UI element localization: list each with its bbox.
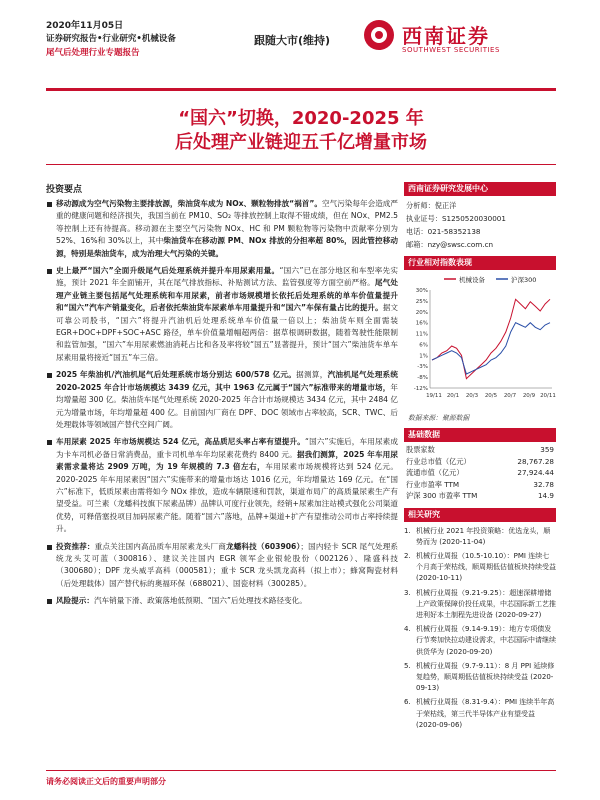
summary-paragraph xyxy=(46,265,398,364)
summary-body xyxy=(46,198,398,613)
team-line: 邮箱：nzy@swsc.com.cn xyxy=(406,240,494,249)
report-category: 证券研究报告•行业研究•机械设备 xyxy=(46,34,176,44)
related-item[interactable] xyxy=(404,697,556,731)
related-bar: 相关研究 xyxy=(404,508,556,522)
related-num: 4. xyxy=(404,625,411,634)
legend-label-b: 沪深300 xyxy=(511,276,537,284)
basic-row xyxy=(404,444,556,456)
related-item[interactable] xyxy=(404,526,556,548)
body-text: 汽车销量下滑、政策落地低预期、“国六”后处理技术路径变化。 xyxy=(93,596,307,606)
body-text: 车用尿素市场规模将达到 524 亿元。2020-2025 年车用尿素因“国六”实施带来的增量市场达 1016 亿元，年均增量达 169 亿元。在“国六”标准下，低质尿素由需将如今 NOx 排放，造成车辆限速和罚款，渠道布局广的高质量尿素生产有望受益。可兰素（龙蟠科技旗下尿素品牌）品牌认可度行业领先，经销+尿素加注站模式强化公司渠道优势，可释借塞投项目加码尿素产能。随着“国六”落地，品牌+渠道+扩产有望推动公司市占率持续提升。 xyxy=(56,462,398,534)
bold-text: 投资推荐： xyxy=(56,541,95,551)
basic-key: 股票家数 xyxy=(406,445,435,454)
bold-text: 移动源成为空气污染物主要排放源，柴油货车成为 NOx、颗粒物排放“祸首”。 xyxy=(56,199,322,208)
team-line: 执业证号：S1250520030001 xyxy=(406,214,506,223)
sidebar xyxy=(404,182,556,734)
x-tick-label: 19/11 xyxy=(426,393,442,399)
related-list xyxy=(404,526,556,731)
legend-label-a: 机械设备 xyxy=(459,276,485,284)
related-num: 2. xyxy=(404,551,411,560)
related-num: 6. xyxy=(404,698,411,707)
y-tick-label: 11% xyxy=(415,331,428,338)
body-text: 空气污染每年会造成严重的健康问题和经济损失，我国当前在 PM10、SO₂ 等排放控制上取得不错成绩，但在 NOx、PM2.5 等控制上还有待提高。移动源在主要空气污染物 NOx、HC 和 PM 颗粒物等污染物中贡献率分别为 52%、16%和 30%以上，其中 xyxy=(56,199,399,246)
y-tick-label: 30% xyxy=(415,288,428,294)
basic-row xyxy=(404,456,556,468)
basic-row xyxy=(404,490,556,502)
related-item[interactable] xyxy=(404,624,556,658)
logo-icon xyxy=(364,20,394,50)
bold-text: 柴油货车在移动源 PM、NOx 排放的分担率超 80%，因此管控移动源，特别是柴油货车，成为治理大气污染的关键。 xyxy=(56,236,398,258)
related-num: 3. xyxy=(404,588,411,597)
bold-text: 风险提示： xyxy=(56,596,94,606)
related-text: 机械行业周报（9.21-9.25）：超速深耕增储上产政策保障价投任成果，中芯国际新工艺推进利好本土制程先进设备 (2020-09-27) xyxy=(416,588,556,619)
basic-table xyxy=(404,444,556,502)
x-tick-label: 20/9 xyxy=(522,393,536,399)
relative-chart xyxy=(404,270,556,410)
brand-logo xyxy=(364,20,554,72)
related-text: 机械行业周报（10.5-10.10）：PMI 连续七个月高于荣枯线，顺周期低估值板块持续受益 (2020-10-11) xyxy=(416,551,556,583)
body-text: ；国内轻卡 SCR 尾气处理系统龙头艾可蓝（300816）、建议关注国内 EGR 领军企业银轮股份（002126）、隆盛科技（300680）；DPF 龙头威孚高科（000581）；重卡 SCR 龙头凯龙高科（拟上市）；蜂窝陶瓷材料（后处理载体）国产替代标的奥福环保（688021）、国瓷材料（300285）。 xyxy=(56,541,399,588)
bold-text: 车用尿素 2025 年市场规模达 524 亿元，高品质尼头率占率有望提升。 xyxy=(56,437,305,447)
logo-en: SOUTHWEST SECURITIES xyxy=(402,46,500,54)
related-text: 机械行业周报（8.31-9.4）：PMI 连续半年高于荣枯线，第三代半导体产业有望受益 (2020-09-06) xyxy=(416,698,555,729)
related-item[interactable] xyxy=(404,588,556,622)
bold-text: 尾气处理产业链主要包括尾气处理系统和车用尿素，前者市场规模增长依托后处理系统的单车价值量提升和“国六”汽车产销量变化，后者依托柴油货车尿素单车用量提升和“国六”车保有量占比的提升。 xyxy=(56,278,398,313)
y-tick-label: 6% xyxy=(419,342,428,349)
basic-value: 14.9 xyxy=(537,491,554,500)
series-line-machinery xyxy=(432,299,550,378)
x-tick-label: 20/5 xyxy=(484,393,498,399)
related-text: 机械行业周报（9.14-9.19）：地方专项债发行节奏加快拉动建设需求，中芯国际中请继续供货华为 (2020-09-20) xyxy=(416,625,556,656)
relative-bar: 行业相对指数表现 xyxy=(404,256,556,270)
basic-value: 28,767.28 xyxy=(517,456,554,466)
summary-paragraph xyxy=(46,369,398,431)
basic-key: 沪深 300 市盈率 TTM xyxy=(406,491,478,500)
summary-label: 投资要点 xyxy=(46,185,83,195)
basic-bar: 基础数据 xyxy=(404,428,556,442)
y-tick-label: 20% xyxy=(415,309,428,316)
basic-key: 行业总市值（亿元） xyxy=(406,456,471,466)
y-tick-label: 1% xyxy=(419,353,428,360)
report-type: 尾气后处理行业专题报告 xyxy=(46,48,140,58)
basic-value: 27,924.44 xyxy=(517,468,554,477)
x-tick-label: 20/1 xyxy=(446,393,460,399)
related-num: 1. xyxy=(404,526,411,535)
header-rule xyxy=(46,88,556,91)
y-tick-label: -12% xyxy=(413,386,428,392)
bold-text: 汽油机尾气处理系统 2020-2025 年合计市场规模达 3439 亿元，其中 1963 亿元属于“国六”标准带来的增量市场， xyxy=(56,370,399,392)
title-rule xyxy=(46,164,556,165)
x-tick-label: 20/11 xyxy=(540,393,556,399)
summary-paragraph xyxy=(46,436,398,535)
basic-value: 32.78 xyxy=(533,479,554,489)
y-tick-label: 16% xyxy=(415,320,428,327)
rating: 跟随大市(维持) xyxy=(254,34,331,47)
x-tick-label: 20/3 xyxy=(465,393,479,399)
team-bar: 西南证券研究发展中心 xyxy=(404,182,556,196)
logo-cn: 西南证券 xyxy=(402,24,490,48)
summary-paragraph xyxy=(46,198,398,260)
bold-text: 史上最严“国六”全面升级尾气后处理系统并提升车用尿素用量。 xyxy=(56,266,280,276)
bold-text: 据我们测算，2025 年车用尿素需求量将达 2909 万吨，为 19 年规模的 7.3 倍左右， xyxy=(56,449,398,472)
bold-text: 2025 年柴油机/汽油机尾气后处理系统市场分别达 600/578 亿元。 xyxy=(56,370,297,380)
body-text: 据文可靠公司股书，“国六”将提升汽油机后处理系统单车价值量一倍以上；柴油货车则全面需装 EGR+DOC+DPF+SOC+ASC 路径，单车价值量增幅超两倍：据草根调研数据，随着驾驶性能限制和监管加强，“国六”车用尿素燃油消耗占比和各及率将较“国五”显著提升，预计“国六”柴油货车单车尿素用量将接近“国五”车三倍。 xyxy=(56,303,398,362)
chart-source: 数据来源：聚源数据 xyxy=(408,414,470,422)
summary-paragraph xyxy=(46,595,398,607)
relative-chart-svg xyxy=(404,270,556,410)
related-num: 5. xyxy=(404,661,411,670)
team-line: 分析师：倪正洋 xyxy=(406,201,457,210)
related-text: 机械行业 2021 年投资策略：优选龙头，顺势而为 (2020-11-04) xyxy=(416,526,551,546)
body-text: 重点关注国内高品质车用尿素龙头厂商 xyxy=(94,541,226,551)
y-tick-label: 25% xyxy=(415,298,428,305)
footer-rule xyxy=(46,770,556,771)
related-item[interactable] xyxy=(404,551,556,585)
body-text: “国六”已在部分地区和车型率先实施，预计 2021 年全面铺开，其在尾气排放指标、补贴测试方法、监管强度等方面空前严格。 xyxy=(56,266,398,288)
basic-row xyxy=(404,467,556,479)
summary-paragraph xyxy=(46,541,398,591)
basic-row xyxy=(404,479,556,491)
title-line-1: “国六”切换，2020-2025 年 xyxy=(178,108,424,129)
team-info xyxy=(404,199,556,251)
basic-value: 359 xyxy=(540,445,554,454)
y-tick-label: -8% xyxy=(417,375,428,382)
related-item[interactable] xyxy=(404,661,556,695)
team-line: 电话：021-58352138 xyxy=(406,227,481,236)
title-line-2: 后处理产业链迎五千亿增量市场 xyxy=(175,132,427,153)
related-text: 机械行业周报（9.7-9.11）：8 月 PPI 延续修复趋势，顺周期低估值板块持续受益 (2020-09-13) xyxy=(416,661,555,693)
x-tick-label: 20/7 xyxy=(503,393,517,399)
basic-key: 流通市值（亿元） xyxy=(406,468,464,477)
bold-text: 龙蟠科技（603906） xyxy=(225,541,301,551)
body-text: 年均增量超 300 亿。柴油货车尾气处理系统 2020-2025 年合计市场规模达 3434 亿元，其中 2484 亿元为增量市场，年均增量超 400 亿。目前国内厂商在 DPF、DOC 领域市占率较高，SCR、TWC、后处理载体等领域国产替代空间广阔。 xyxy=(56,382,398,429)
footer-note: 请务必阅读正文后的重要声明部分 xyxy=(46,777,166,786)
body-text: 据测算， xyxy=(296,370,328,380)
y-tick-label: -3% xyxy=(417,364,428,371)
body-text: “国六”实施后，车用尿素成为卡车司机必备日常消费品，重卡司机单车年均尿素花费约 8400 元。 xyxy=(56,437,398,459)
report-date: 2020年11月05日 xyxy=(46,21,124,31)
basic-key: 行业市盈率 TTM xyxy=(406,479,460,489)
